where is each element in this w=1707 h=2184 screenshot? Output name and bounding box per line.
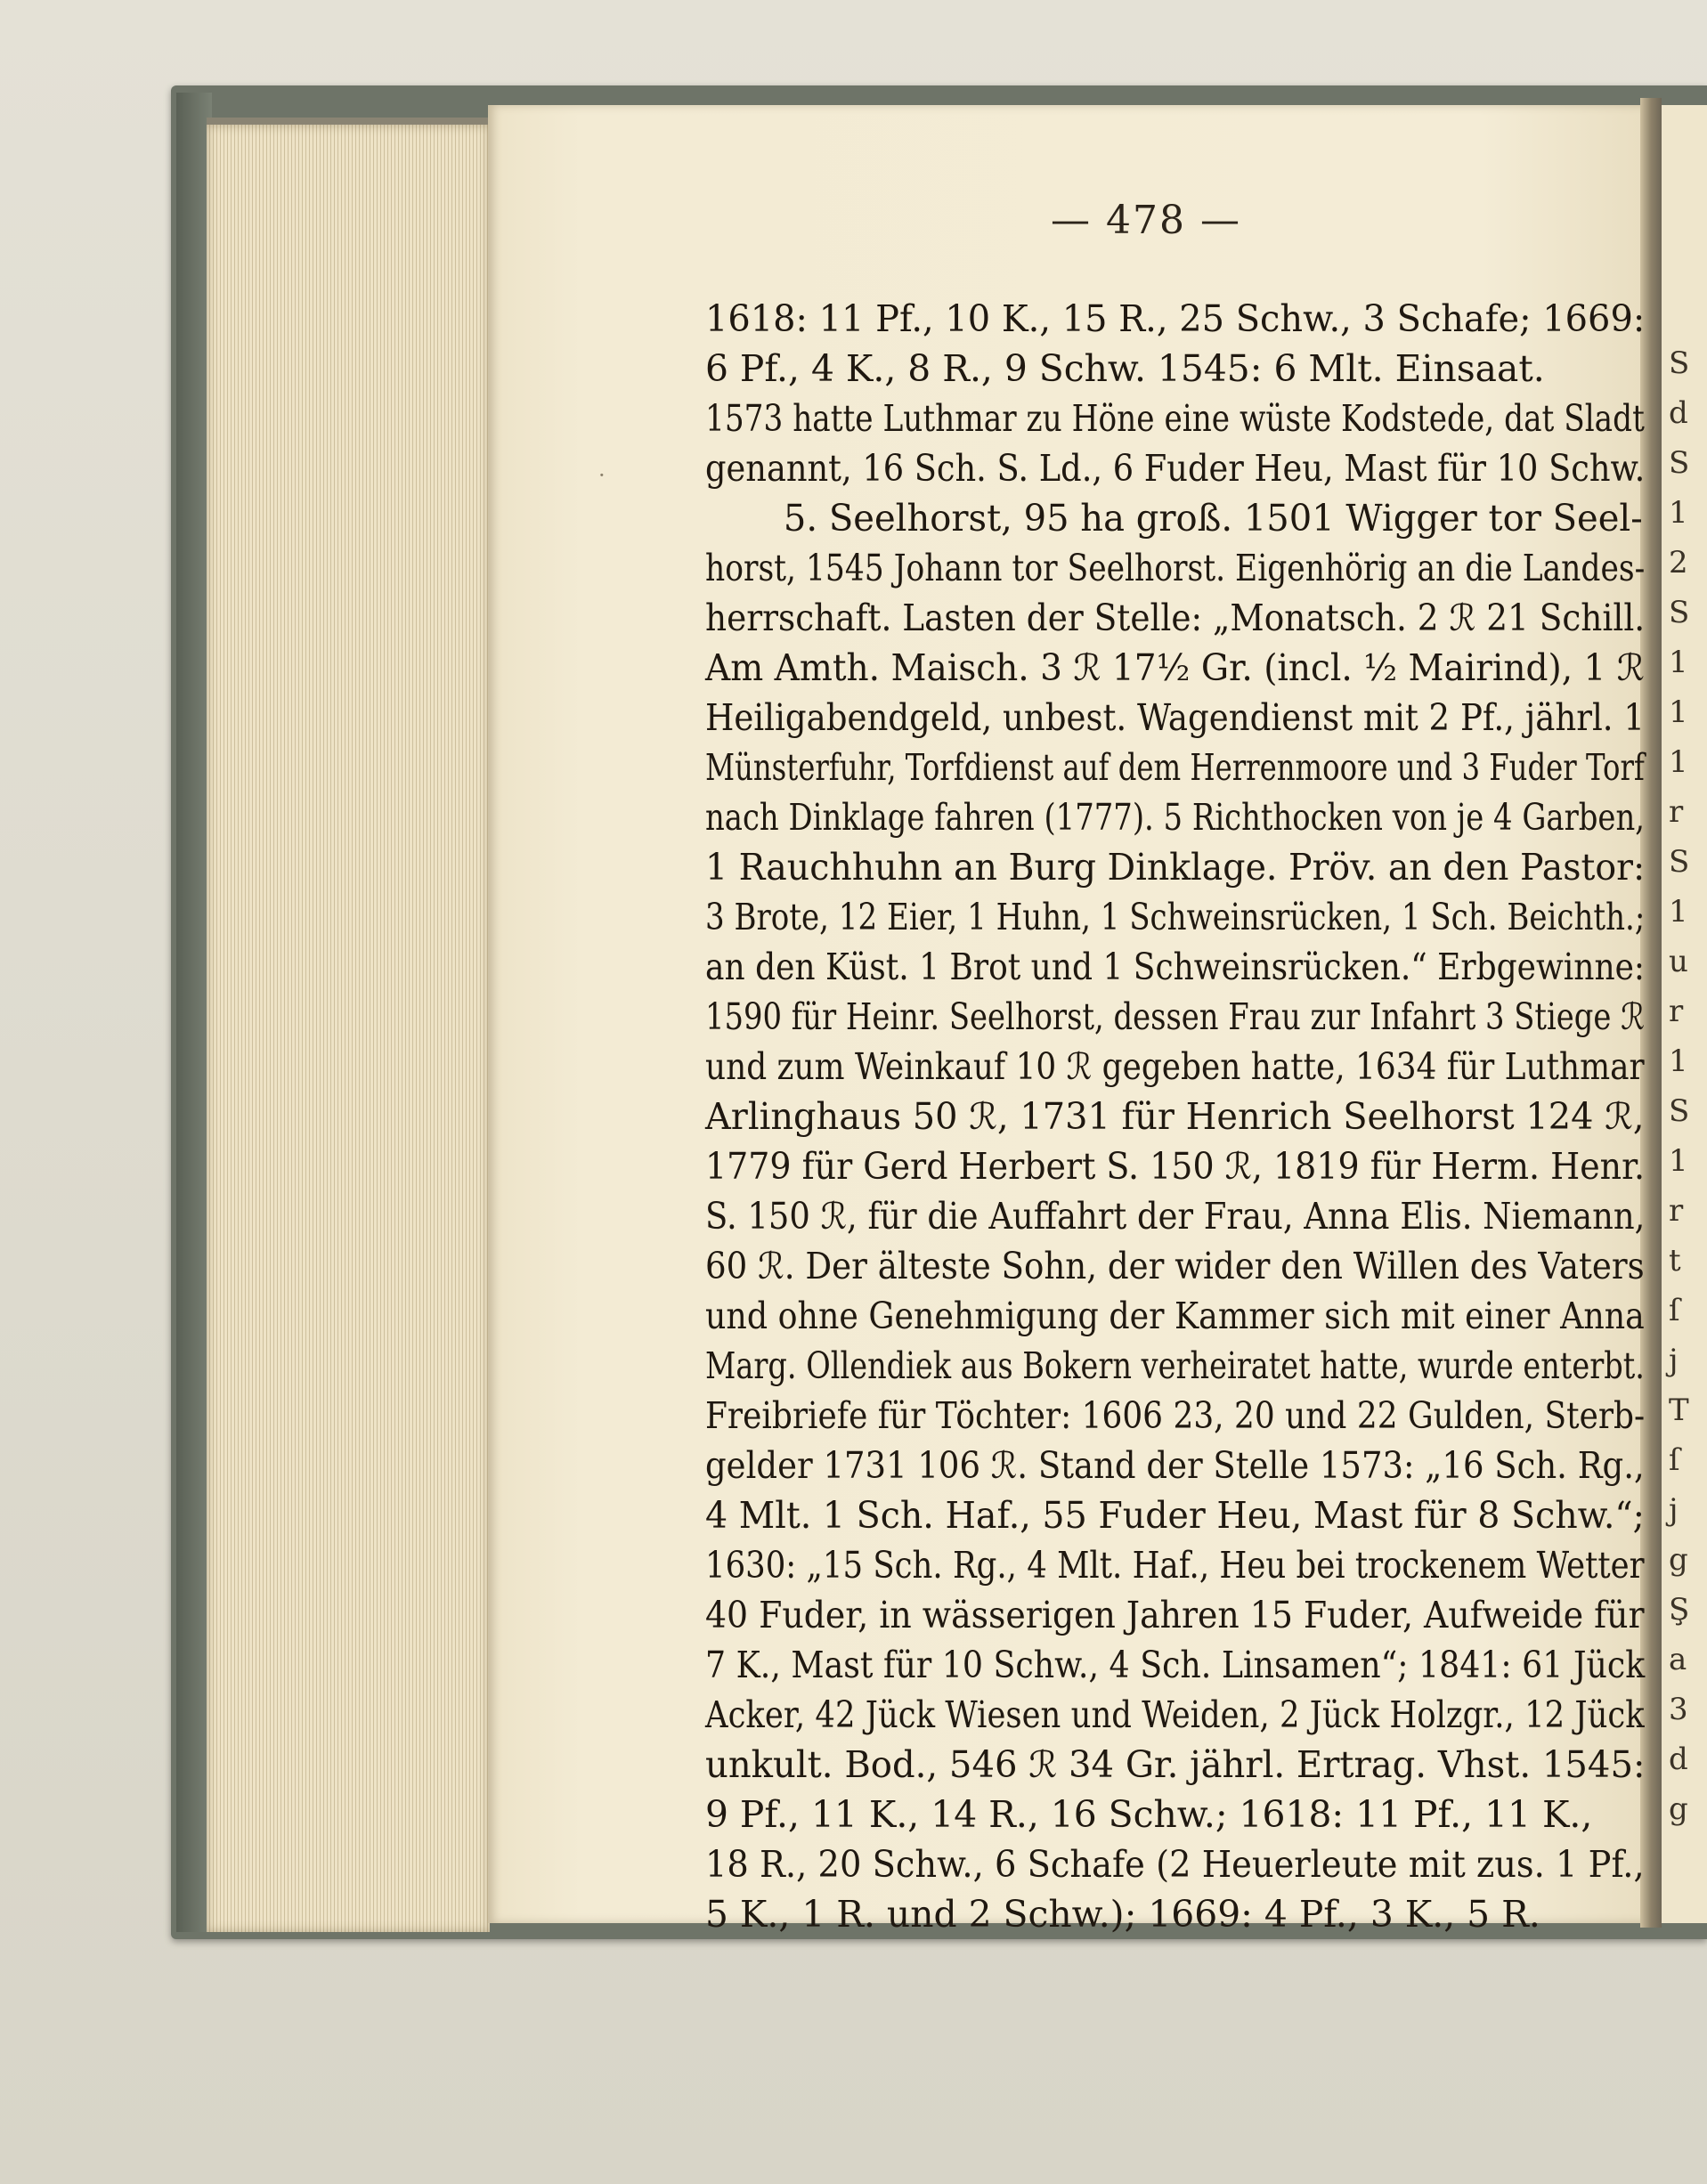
text-line: 1618: 11 Pf., 10 K., 15 R., 25 Schw., 3 Schafe; 1669: — [705, 297, 1646, 340]
next-page-fragment: 1 — [1669, 894, 1688, 930]
next-page-fragment: d — [1669, 1742, 1688, 1777]
text-line: Marg. Ollendiek aus Bokern verheiratet hatte, wurde enterbt. — [705, 1344, 1645, 1387]
text-line: Acker, 42 Jück Wiesen und Weiden, 2 Jück Holzgr., 12 Jück — [705, 1693, 1645, 1736]
text-line: nach Dinklage fahren (1777). 5 Richthocken von je 4 Garben, — [705, 796, 1646, 839]
next-page-fragment: Ş — [1669, 1592, 1690, 1628]
text-line: Münsterfuhr, Torfdienst auf dem Herrenmoore und 3 Fuder Torf — [705, 746, 1645, 789]
text-line: S. 150 ℛ, für die Auffahrt der Frau, Anna Elis. Niemann, — [705, 1195, 1646, 1238]
next-page-fragment: 3 — [1669, 1692, 1688, 1727]
text-line: 4 Mlt. 1 Sch. Haf., 55 Fuder Heu, Mast für 8 Schw.“; — [705, 1494, 1645, 1537]
next-page-fragment: j — [1669, 1343, 1679, 1378]
next-page-fragment: 1 — [1669, 744, 1688, 780]
next-page-fragment: ſ — [1669, 1293, 1680, 1328]
next-page-fragment: r — [1669, 1193, 1684, 1229]
text-line: Arlinghaus 50 ℛ, 1731 für Henrich Seelhorst 124 ℛ, — [705, 1095, 1645, 1138]
next-page-fragment: d — [1669, 395, 1688, 431]
text-line: 5. Seelhorst, 95 ha groß. 1501 Wigger tor Seel- — [783, 497, 1643, 540]
text-line: 1573 hatte Luthmar zu Höne eine wüste Kodstede, dat Sladt — [705, 397, 1645, 440]
text-line: herrschaft. Lasten der Stelle: „Monatsch. 2 ℛ 21 Schill. — [705, 597, 1646, 639]
next-page-fragment: 1 — [1669, 1143, 1688, 1179]
text-line: 1630: „15 Sch. Rg., 4 Mlt. Haf., Heu bei trockenem Wetter — [705, 1544, 1645, 1587]
text-line: unkult. Bod., 546 ℛ 34 Gr. jährl. Ertrag. Vhst. 1545: — [705, 1743, 1646, 1786]
next-page-fragment: 1 — [1669, 1043, 1688, 1079]
text-line: horst, 1545 Johann tor Seelhorst. Eigenhörig an die Landes- — [705, 547, 1646, 589]
next-page-fragment: 1 — [1669, 645, 1688, 680]
next-page-fragment: 2 — [1669, 545, 1688, 581]
paper-mark: · — [598, 463, 606, 488]
text-line: und zum Weinkauf 10 ℛ gegeben hatte, 1634 für Luthmar — [705, 1045, 1645, 1088]
text-line: Am Amth. Maisch. 3 ℛ 17½ Gr. (incl. ½ Mairind), 1 ℛ — [705, 646, 1645, 689]
text-line: genannt, 16 Sch. S. Ld., 6 Fuder Heu, Mast für 10 Schw. — [705, 447, 1646, 490]
text-line: 40 Fuder, in wässerigen Jahren 15 Fuder, Aufweide für — [705, 1594, 1645, 1636]
text-line: 1 Rauchhuhn an Burg Dinklage. Pröv. an den Pastor: — [705, 846, 1646, 889]
next-page-fragment: g — [1669, 1542, 1688, 1578]
next-page-fragment: 1 — [1669, 495, 1688, 531]
next-page-fragment: S — [1669, 445, 1690, 481]
text-line: 1779 für Gerd Herbert S. 150 ℛ, 1819 für Herm. Henr. — [705, 1145, 1646, 1188]
text-line: gelder 1731 106 ℛ. Stand der Stelle 1573: „16 Sch. Rg., — [705, 1444, 1645, 1487]
text-line: 60 ℛ. Der älteste Sohn, der wider den Willen des Vaters — [705, 1245, 1645, 1287]
text-line: Heiligabendgeld, unbest. Wagendienst mit 2 Pf., jährl. 1 — [705, 696, 1645, 739]
next-page-fragment: S — [1669, 844, 1690, 880]
next-page-fragment: S — [1669, 345, 1690, 381]
next-page-sliver — [1662, 105, 1707, 1923]
next-page-fragment: u — [1669, 944, 1688, 979]
text-line: 9 Pf., 11 K., 14 R., 16 Schw.; 1618: 11 Pf., 11 K., — [705, 1793, 1593, 1836]
page-number: — 478 — — [1051, 198, 1241, 243]
next-page-fragment: r — [1669, 994, 1684, 1029]
next-page-fragment: 1 — [1669, 694, 1688, 730]
text-line: an den Küst. 1 Brot und 1 Schweinsrücken.“ Erbgewinne: — [705, 946, 1646, 988]
next-page-fragment: g — [1669, 1791, 1688, 1827]
text-line: 3 Brote, 12 Eier, 1 Huhn, 1 Schweinsrücken, 1 Sch. Beichth.; — [705, 896, 1646, 938]
text-line: und ohne Genehmigung der Kammer sich mit einer Anna — [705, 1295, 1645, 1337]
next-page-fragment: S — [1669, 1093, 1690, 1129]
text-line: 7 K., Mast für 10 Schw., 4 Sch. Linsamen“; 1841: 61 Jück — [705, 1644, 1646, 1686]
next-page-fragment: a — [1669, 1642, 1687, 1677]
next-page-fragment: S — [1669, 595, 1690, 630]
text-line: 18 R., 20 Schw., 6 Schafe (2 Heuerleute mit zus. 1 Pf., — [705, 1843, 1645, 1886]
next-page-fragment: t — [1669, 1243, 1681, 1279]
text-line: 1590 für Heinr. Seelhorst, dessen Frau zur Infahrt 3 Stiege ℛ — [705, 995, 1646, 1038]
next-page-fragment: r — [1669, 794, 1684, 830]
page-block-edges — [207, 125, 490, 1932]
next-page-fragment: ſ — [1669, 1442, 1680, 1478]
text-line: 6 Pf., 4 K., 8 R., 9 Schw. 1545: 6 Mlt. Einsaat. — [705, 347, 1545, 390]
next-page-fragment: j — [1669, 1492, 1679, 1528]
text-line: 5 K., 1 R. und 2 Schw.); 1669: 4 Pf., 3 K., 5 R. — [705, 1893, 1540, 1936]
next-page-fragment: T — [1669, 1392, 1689, 1428]
body-text — [705, 294, 1649, 1939]
text-line: Freibriefe für Töchter: 1606 23, 20 und 22 Gulden, Sterb- — [705, 1394, 1646, 1437]
